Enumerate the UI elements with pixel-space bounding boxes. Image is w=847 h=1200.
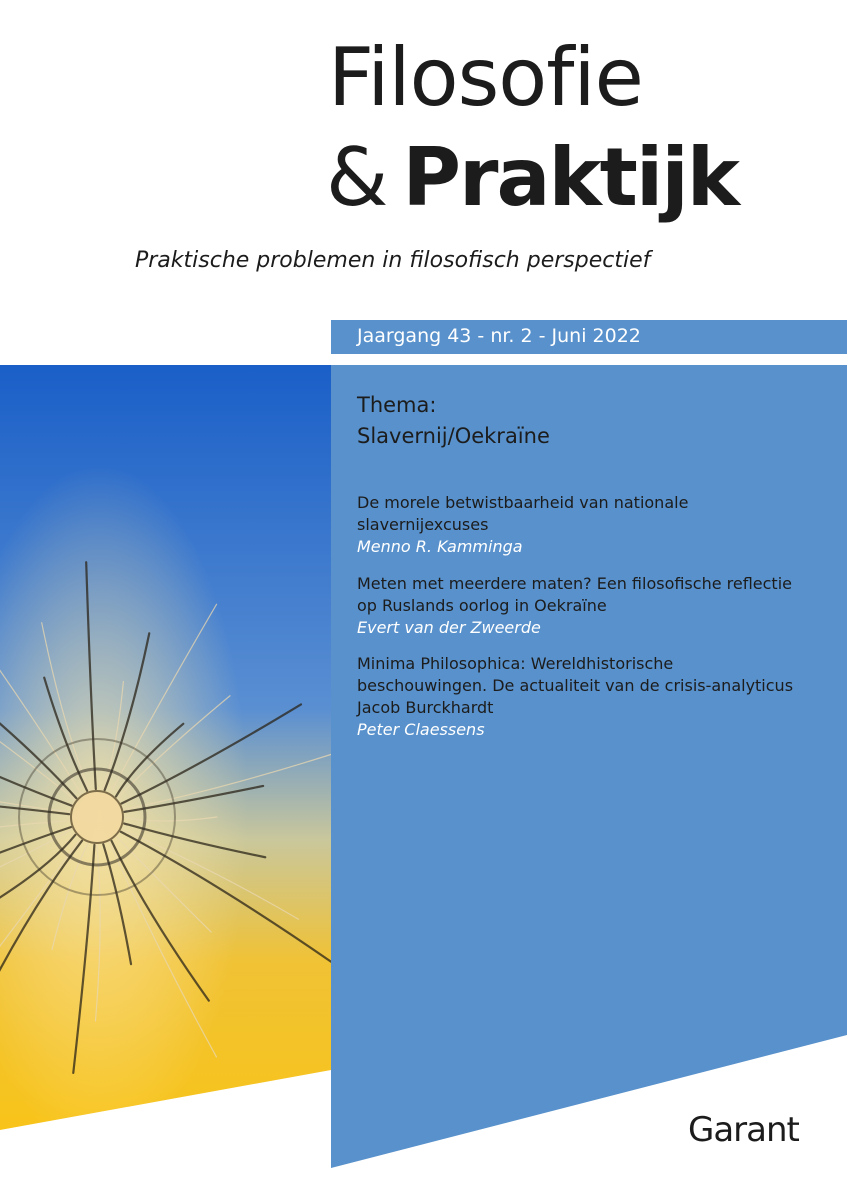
- article-2[interactable]: [357, 573, 827, 639]
- issue-info: Jaargang 43 - nr. 2 - Juni 2022: [357, 325, 641, 347]
- magazine-title-line2: [326, 131, 738, 224]
- article-title-line: beschouwingen. De actualiteit van de crisis-analyticus: [357, 676, 794, 695]
- cover-photo-cracked-glass: [0, 365, 331, 1130]
- article-title-line: Jacob Burckhardt: [357, 698, 494, 717]
- magazine-subtitle: Praktische problemen in filosofisch perspectief: [135, 248, 651, 273]
- article-3[interactable]: [357, 653, 827, 741]
- theme-value: Slavernij/Oekraïne: [357, 424, 550, 448]
- article-title-line: slavernijexcuses: [357, 515, 489, 534]
- article-1[interactable]: [357, 492, 827, 558]
- title-ampersand: &: [326, 131, 389, 224]
- article-title-line: Minima Philosophica: Wereldhistorische: [357, 654, 674, 673]
- article-author: Menno R. Kamminga: [357, 537, 523, 556]
- article-title-line: op Ruslands oorlog in Oekraïne: [357, 596, 607, 615]
- title-bold-word: Praktijk: [402, 131, 738, 224]
- article-author: Peter Claessens: [357, 720, 485, 739]
- article-title-line: Meten met meerdere maten? Een filosofische reflectie: [357, 574, 792, 593]
- theme-label: Thema:: [357, 393, 437, 417]
- contents-panel: [331, 365, 847, 1170]
- magazine-title-line1: Filosofie: [328, 31, 643, 124]
- article-author: Evert van der Zweerde: [357, 618, 541, 637]
- publisher-logo: Garant: [688, 1110, 799, 1150]
- article-title-line: De morele betwistbaarheid van nationale: [357, 493, 689, 512]
